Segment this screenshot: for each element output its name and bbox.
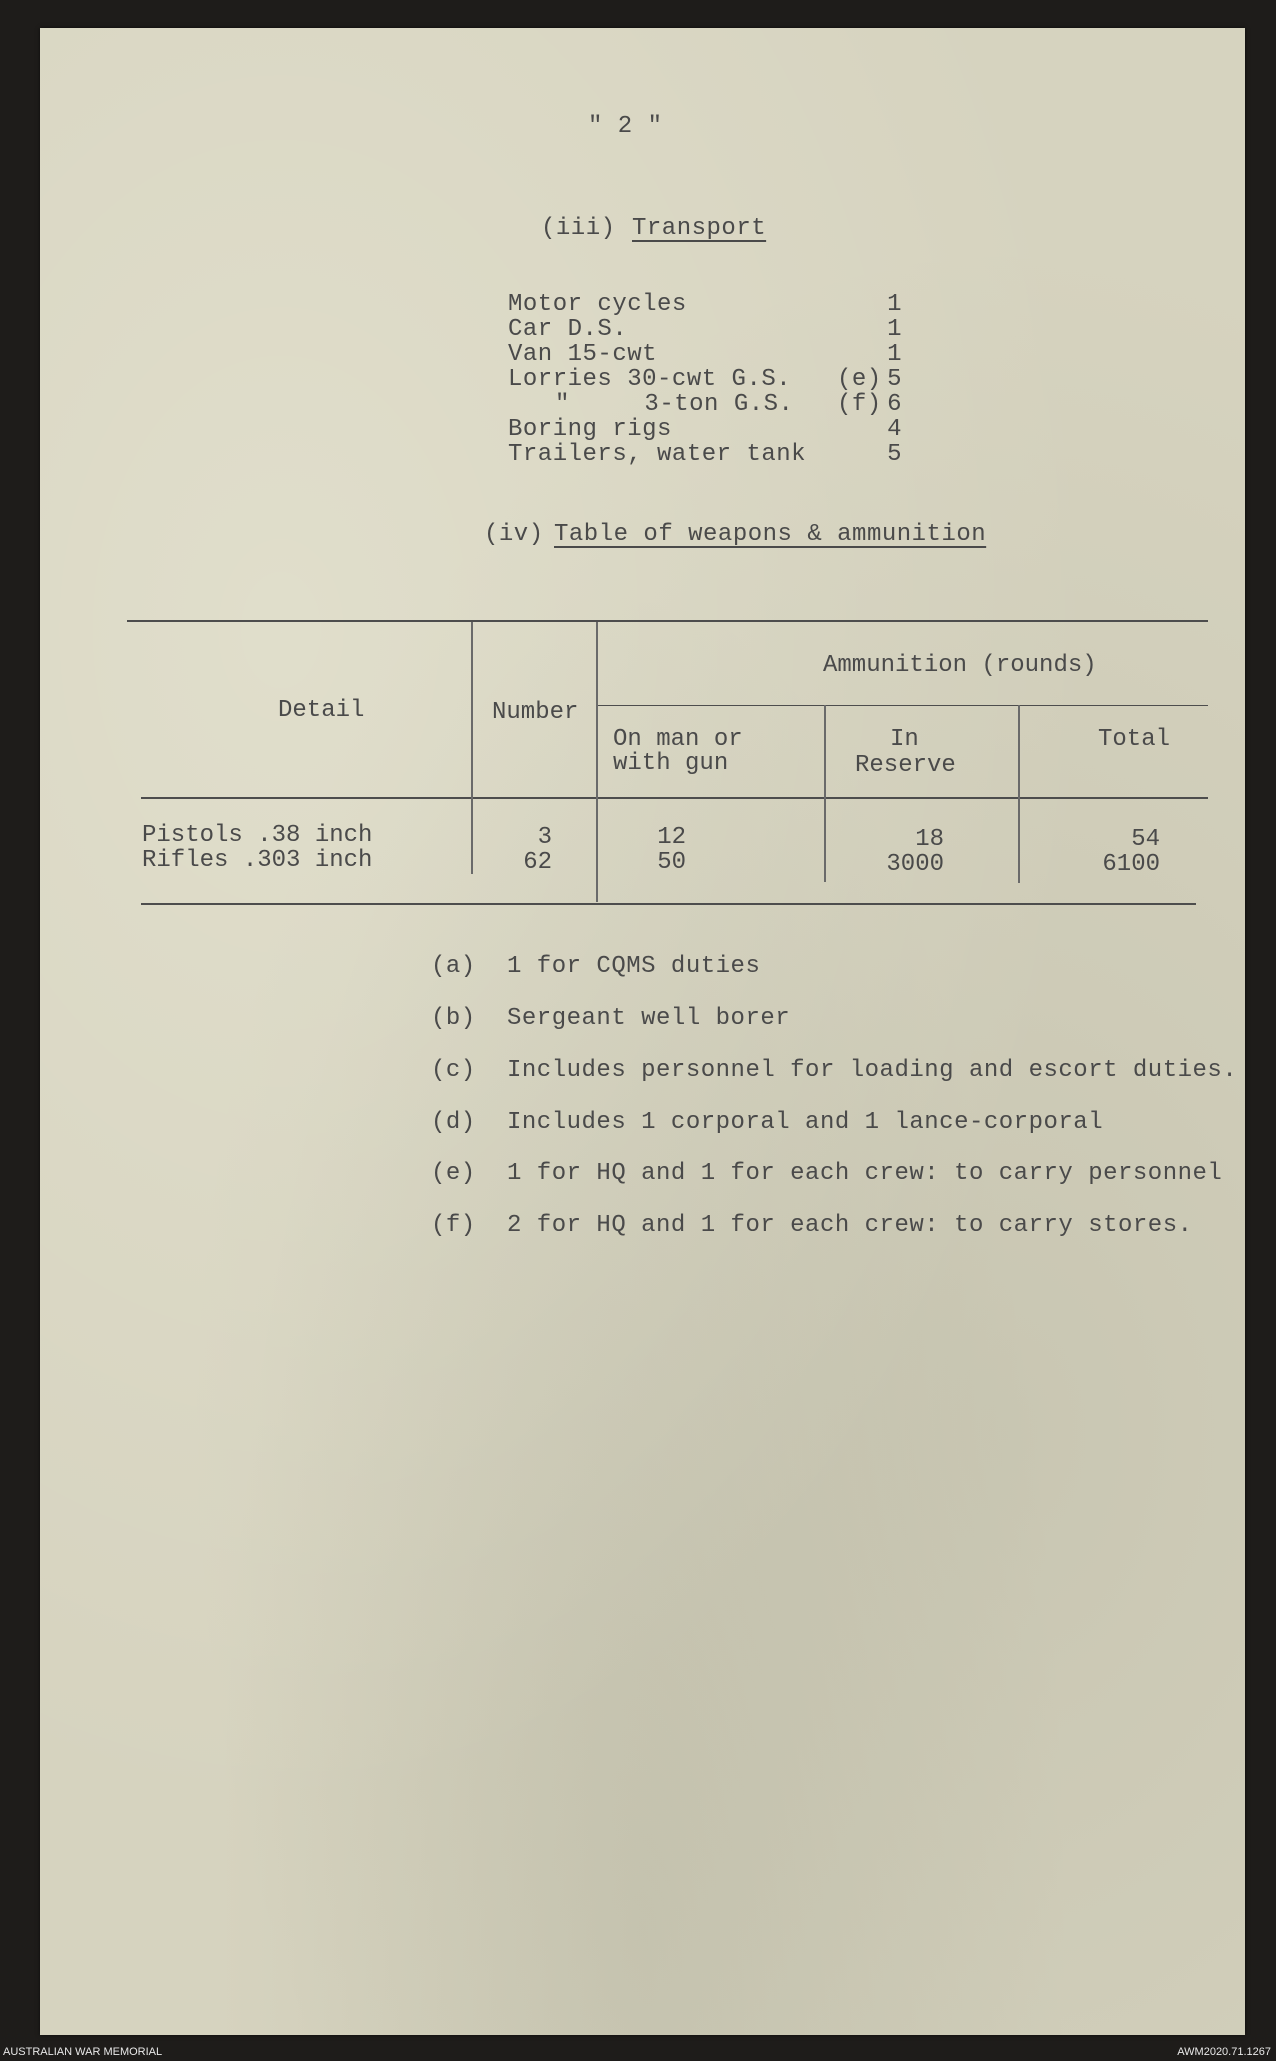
weapons-heading: Table of weapons & ammunition bbox=[554, 521, 987, 548]
table-bottom-rule bbox=[141, 903, 1196, 905]
col-header-detail: Detail bbox=[278, 697, 365, 724]
transport-item-label: Car D.S. bbox=[508, 316, 628, 343]
transport-item-label: Trailers, water tank bbox=[508, 441, 807, 468]
footnote-key: (f) bbox=[431, 1212, 476, 1239]
archive-reference: AWM2020.71.1267 bbox=[1177, 2046, 1271, 2058]
col-header-ammunition: Ammunition (rounds) bbox=[823, 652, 1097, 679]
transport-item-qty: 5 bbox=[887, 366, 902, 393]
table-divider bbox=[1018, 705, 1020, 883]
footnote-key: (d) bbox=[431, 1109, 476, 1136]
table-divider bbox=[471, 622, 473, 874]
transport-item-qty: 1 bbox=[887, 316, 902, 343]
footnote-text: 1 for CQMS duties bbox=[507, 953, 761, 980]
table-header-rule bbox=[141, 797, 1208, 799]
col-header-on-man: On man or bbox=[613, 726, 743, 753]
transport-item-label: Motor cycles bbox=[508, 291, 687, 318]
footnote-text: Includes 1 corporal and 1 lance-corporal bbox=[507, 1109, 1104, 1136]
cell-number: 3 bbox=[537, 824, 552, 851]
transport-item-label: Van 15-cwt bbox=[508, 341, 658, 368]
transport-item-qty: 1 bbox=[887, 291, 902, 318]
transport-item-note: (e) bbox=[837, 366, 882, 393]
footnote-text: Sergeant well borer bbox=[507, 1005, 791, 1032]
cell-detail: Pistols .38 inch bbox=[142, 822, 373, 849]
archive-credit: AUSTRALIAN WAR MEMORIAL bbox=[3, 2046, 163, 2058]
cell-on-man: 12 bbox=[657, 824, 686, 851]
transport-item-qty: 6 bbox=[887, 391, 902, 418]
transport-section-number: (iii) bbox=[541, 215, 616, 242]
transport-item-label: " 3-ton G.S. bbox=[555, 391, 794, 418]
table-divider bbox=[824, 705, 826, 882]
cell-number: 62 bbox=[523, 849, 552, 876]
cell-total: 6100 bbox=[1102, 851, 1160, 878]
col-header-reserve: Reserve bbox=[855, 752, 956, 779]
transport-item-note: (f) bbox=[837, 391, 882, 418]
transport-item-label: Lorries 30-cwt G.S. bbox=[508, 366, 792, 393]
cell-on-man: 50 bbox=[657, 849, 686, 876]
footnote-key: (a) bbox=[431, 953, 476, 980]
footnote-text: 2 for HQ and 1 for each crew: to carry stores. bbox=[507, 1212, 1193, 1239]
footnote-key: (b) bbox=[431, 1005, 476, 1032]
page-number: " 2 " bbox=[588, 113, 663, 140]
col-header-total: Total bbox=[1098, 726, 1171, 753]
cell-detail: Rifles .303 inch bbox=[142, 847, 373, 874]
col-header-number: Number bbox=[492, 699, 579, 726]
transport-heading: Transport bbox=[632, 215, 767, 242]
footnote-key: (e) bbox=[431, 1160, 476, 1187]
cell-reserve: 18 bbox=[915, 826, 944, 853]
transport-item-qty: 5 bbox=[887, 441, 902, 468]
table-sub-rule bbox=[597, 705, 1208, 706]
transport-item-label: Boring rigs bbox=[508, 416, 672, 443]
footnote-text: 1 for HQ and 1 for each crew: to carry personnel bbox=[507, 1160, 1223, 1187]
cell-reserve: 3000 bbox=[886, 851, 944, 878]
col-header-on-man: with gun bbox=[613, 750, 729, 777]
cell-total: 54 bbox=[1131, 826, 1160, 853]
table-top-rule bbox=[127, 620, 1208, 622]
transport-item-qty: 4 bbox=[887, 416, 902, 443]
weapons-section-number: (iv) bbox=[484, 521, 544, 548]
footnote-text: Includes personnel for loading and escort duties. bbox=[507, 1057, 1238, 1084]
col-header-reserve: In bbox=[890, 726, 919, 753]
transport-item-qty: 1 bbox=[887, 341, 902, 368]
footnote-key: (c) bbox=[431, 1057, 476, 1084]
table-divider bbox=[596, 622, 598, 902]
